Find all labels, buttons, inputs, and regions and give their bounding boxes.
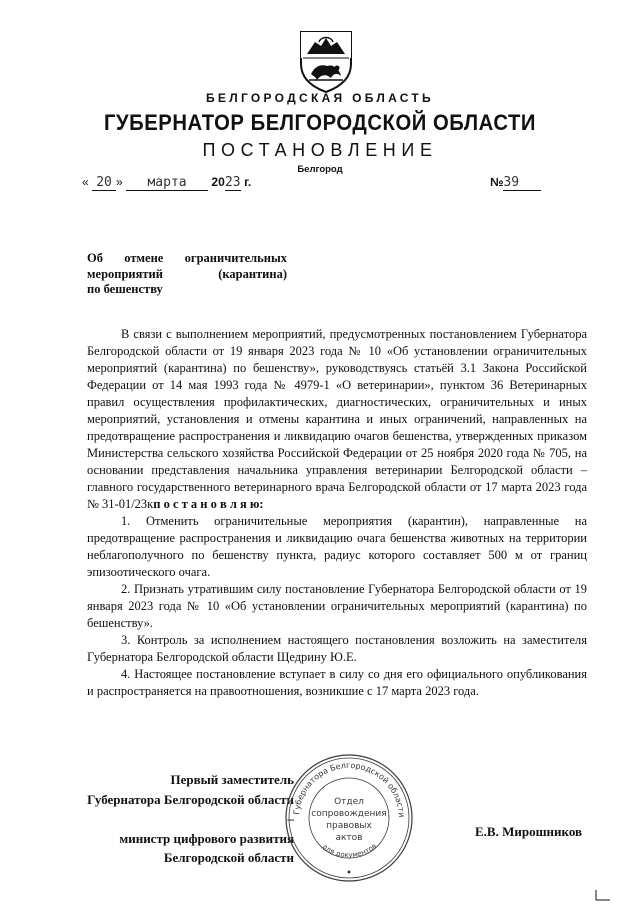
document-title — [87, 251, 287, 298]
official-stamp-icon — [283, 752, 415, 884]
document-number — [490, 175, 541, 191]
preamble-text: В связи с выполнением мероприятий, предусмотренных постановлением Губернатора Белгородской области от 19 января 2023 года № 10 «Об установлении ограничительных мероприятий (карантина) по бешенству», руководствуясь статьёй 3.1 Закона Российской Федерации от 14 мая 1993 года № 4979-1 «О ветеринарии», пунктом 36 Ветеринарных правил осуществления профилактических, диагностических, ограничительных и иных мероприятий, установления и отмены карантина и иных ограничений, направленных на предотвращение распространения и ликвидацию очагов бешенства, утвержденных приказом Министерства сельского хозяйства Российской Федерации от 25 ноября 2020 года № 705, на основании представления начальника управления ветеринарии Белгородской области – главного государственного ветеринарного врача Белгородской области от 17 марта 2023 года № 31-01/23к — [87, 327, 587, 511]
item-3: 3. Контроль за исполнением настоящего постановления возложить на заместителя Губернатора Белгородской области Щедрину Ю.Е. — [87, 633, 587, 664]
stamp-center-line: актов — [335, 833, 363, 843]
item-1: 1. Отменить ограничительные мероприятия (карантин), направленные на предотвращение распространения и ликвидацию очага бешенства животных на территории неблагополучного по бешенству пункта, радиус которого составляет 500 м от границ эпизоотического очага. — [87, 514, 587, 579]
stamp-center-line: сопровождения — [311, 809, 387, 819]
quote-open: « — [82, 175, 89, 189]
stamp-ring-top: Губернатора Белгородской области — [292, 760, 407, 818]
number-value: 39 — [503, 175, 541, 191]
document-body — [87, 326, 587, 700]
stamp-center-line: правовых — [326, 821, 372, 831]
coat-of-arms-icon — [297, 28, 355, 94]
year-suffix: 23 — [224, 175, 241, 190]
stamp-ring-bottom: для документов — [320, 841, 379, 860]
year-abbr: г. — [244, 175, 252, 189]
date-field — [82, 175, 251, 191]
city-name: Белгород — [297, 164, 343, 175]
region-name: БЕЛГОРОДСКАЯ ОБЛАСТЬ — [206, 91, 434, 105]
signatory-name: Е.В. Мирошников — [475, 824, 583, 839]
item-4: 4. Настоящее постановление вступает в силу со дня его официального опубликования и распространяется на правоотношения, возникшие с 17 марта 2023 года. — [87, 667, 587, 698]
year-prefix: 20 — [211, 175, 225, 189]
title-line: Об отмене ограничительных — [87, 251, 287, 265]
signatory-line: Первый заместитель — [170, 772, 294, 787]
authority-title: ГУБЕРНАТОР БЕЛГОРОДСКОЙ ОБЛАСТИ — [103, 110, 537, 135]
signatory-line: Белгородской области — [163, 850, 294, 865]
stamp-center-line: Отдел — [334, 797, 364, 807]
date-month: марта — [126, 175, 208, 191]
svg-text:для документов — [321, 842, 379, 859]
item-2: 2. Признать утратившим силу постановление Губернатора Белгородской области от 19 января 2023 года № 10 «Об установлении ограничительных мероприятий (карантина) по бешенству». — [87, 582, 587, 630]
signatory-line: Губернатора Белгородской области – — [87, 791, 294, 826]
preamble-paragraph — [87, 326, 587, 513]
signatory-position — [84, 770, 294, 868]
date-day: 20 — [92, 175, 116, 191]
title-line: по бешенству — [87, 282, 163, 296]
number-label: № — [490, 175, 504, 189]
page-corner-mark — [595, 888, 611, 900]
quote-close: » — [116, 175, 123, 189]
signatory-line: министр цифрового развития — [119, 830, 294, 846]
title-line: мероприятий (карантина) — [87, 266, 287, 281]
document-type: ПОСТАНОВЛЕНИЕ — [202, 140, 438, 160]
decree-word: п о с т а н о в л я ю: — [153, 497, 264, 511]
